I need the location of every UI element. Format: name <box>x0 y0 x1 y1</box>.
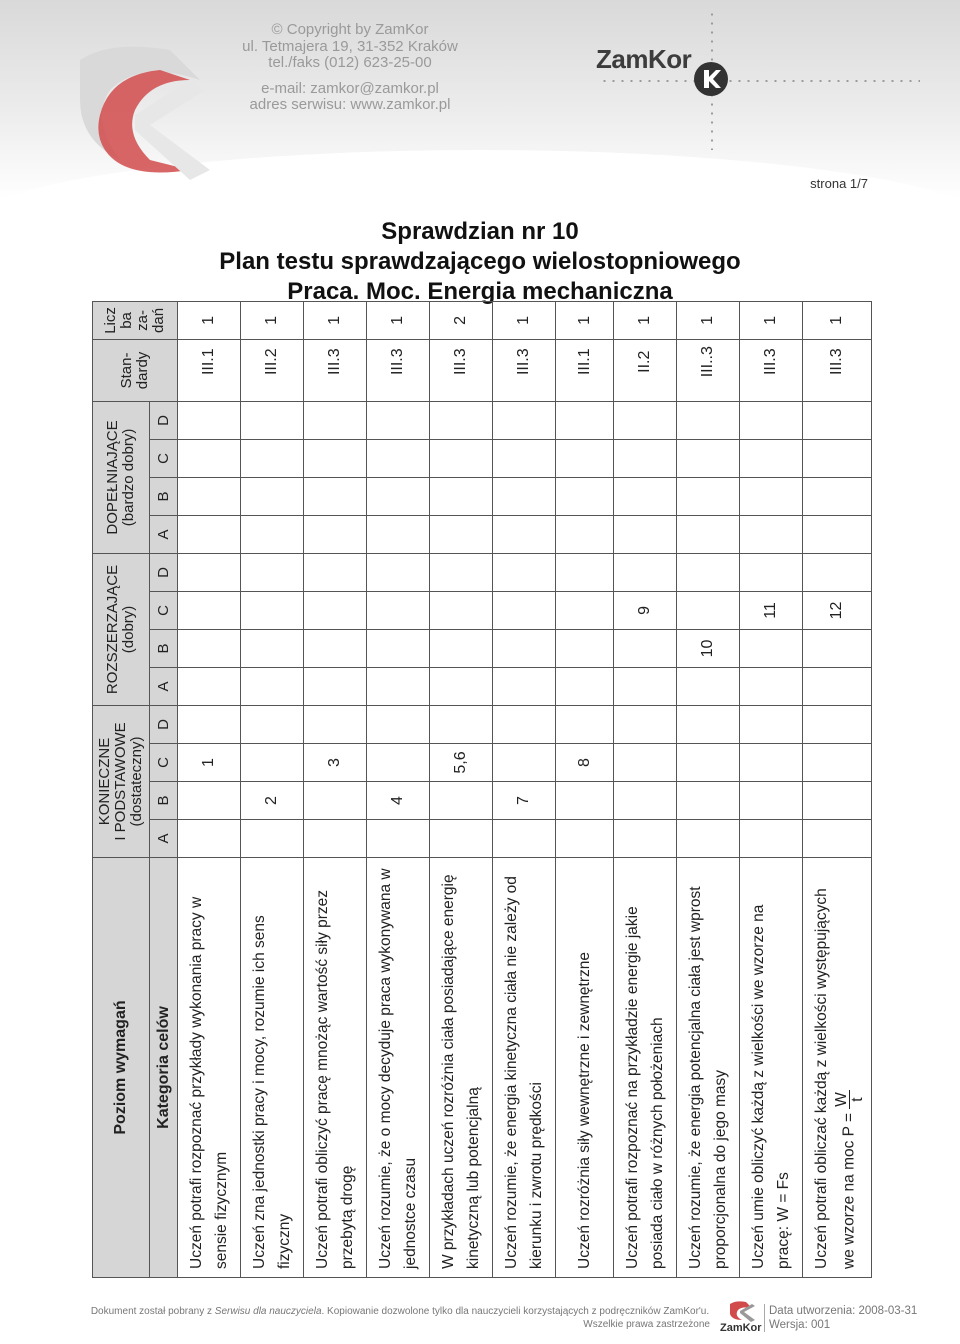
standard-spacer-cell <box>740 377 803 401</box>
address-line: ul. Tetmajera 19, 31-352 Kraków <box>242 37 458 55</box>
goal-description <box>367 858 430 1278</box>
title-line-3: Praca. Moc. Energia mechaniczna <box>287 278 673 305</box>
task-number-cell <box>304 705 367 743</box>
task-number-cell <box>803 705 872 743</box>
letter-d: D <box>150 553 178 591</box>
task-number-cell <box>304 667 367 705</box>
group-dopelniajace <box>93 401 150 553</box>
task-number-cell <box>367 629 430 667</box>
poziom-header: Poziom wymagań <box>93 858 150 1278</box>
task-number-cell <box>493 515 556 553</box>
title-line-1: Sprawdzian nr 10 <box>381 218 579 245</box>
standard-cell: III.2 <box>241 339 304 377</box>
goal-description <box>178 858 241 1278</box>
goal-text: Uczeń rozumie, że energia kinetyczna ciała nie zależy od kierunku i zwrotu prędkości <box>503 876 545 1269</box>
table-row <box>178 301 241 1277</box>
goal-text: Uczeń rozumie, że o mocy decyduje praca wykonywana w jednostce czasu <box>377 868 419 1269</box>
task-number-cell <box>178 629 241 667</box>
task-number-cell <box>803 782 872 820</box>
group-rozszerzajace-line1: ROZSZERZAJĄCE <box>104 564 121 695</box>
task-number-cell <box>178 667 241 705</box>
task-number-cell <box>178 553 241 591</box>
task-number-cell <box>304 515 367 553</box>
task-number-cell <box>740 439 803 477</box>
group-konieczne <box>93 705 150 857</box>
task-number-cell <box>740 629 803 667</box>
task-number-cell <box>740 782 803 820</box>
task-number-cell <box>241 515 304 553</box>
phone-line: tel./faks (012) 623-25-00 <box>268 54 432 71</box>
task-number-cell <box>493 744 556 782</box>
brand-name: ZamKor <box>596 44 692 74</box>
task-number-cell <box>740 667 803 705</box>
page-number: strona 1/7 <box>810 176 868 191</box>
liczba-line2: ba <box>118 312 135 329</box>
task-number-cell <box>430 401 493 439</box>
task-number-cell <box>241 477 304 515</box>
task-number-cell <box>178 401 241 439</box>
task-number-cell <box>430 553 493 591</box>
group-dopelniajace-line2: (bardzo dobry) <box>120 428 137 527</box>
task-number-cell <box>740 553 803 591</box>
standard-cell: II.2 <box>614 339 677 377</box>
table-row <box>241 301 304 1277</box>
standard-cell: III.1 <box>178 339 241 377</box>
letter-d: D <box>150 705 178 743</box>
task-number-cell <box>677 401 740 439</box>
task-number-cell <box>614 553 677 591</box>
letter-b: B <box>150 782 178 820</box>
task-number-cell <box>367 401 430 439</box>
goal-description <box>740 858 803 1278</box>
footer-k-logo-icon <box>722 1300 760 1324</box>
letter-d: D <box>150 401 178 439</box>
standardy-line2: dardy <box>134 351 151 390</box>
task-number-cell <box>241 401 304 439</box>
task-count-cell: 2 <box>430 301 493 339</box>
task-number-cell <box>430 667 493 705</box>
task-number-cell <box>803 553 872 591</box>
task-number-cell <box>241 667 304 705</box>
task-number-cell <box>367 553 430 591</box>
goal-description <box>493 858 556 1278</box>
goal-text: Uczeń potrafi obliczyć pracę mnożąc wartość siły przez przebytą drogę <box>314 889 356 1269</box>
task-number-cell <box>430 820 493 858</box>
task-number-cell: 2 <box>241 782 304 820</box>
goal-description <box>304 858 367 1278</box>
task-number-cell <box>493 591 556 629</box>
task-number-cell <box>304 553 367 591</box>
task-number-cell <box>493 477 556 515</box>
footer-logo <box>722 1300 760 1336</box>
task-number-cell <box>677 591 740 629</box>
task-number-cell <box>241 553 304 591</box>
task-number-cell <box>556 439 614 477</box>
task-number-cell <box>367 515 430 553</box>
title-line-2: Plan testu sprawdzającego wielostopniowego <box>219 248 741 275</box>
task-number-cell <box>430 591 493 629</box>
table-row <box>430 301 493 1277</box>
task-number-cell <box>614 439 677 477</box>
task-number-cell <box>430 439 493 477</box>
task-number-cell <box>740 744 803 782</box>
task-number-cell: 10 <box>677 629 740 667</box>
task-number-cell <box>556 553 614 591</box>
letter-a: A <box>150 820 178 858</box>
header-row-groups <box>93 301 150 1277</box>
task-number-cell <box>367 820 430 858</box>
task-number-cell <box>556 401 614 439</box>
goal-description <box>614 858 677 1278</box>
task-number-cell: 5,6 <box>430 744 493 782</box>
goal-text: Uczeń rozumie, że energia potencjalna ciała jest wprost proporcjonalna do jego masy <box>687 886 729 1269</box>
standard-spacer-cell <box>614 377 677 401</box>
letter-a: A <box>150 515 178 553</box>
task-number-cell <box>493 401 556 439</box>
footer-note <box>90 1305 710 1331</box>
task-number-cell: 8 <box>556 744 614 782</box>
table-row <box>493 301 556 1277</box>
task-count-cell: 1 <box>677 301 740 339</box>
task-number-cell <box>677 515 740 553</box>
email-line: e-mail: zamkor@zamkor.pl <box>261 79 439 97</box>
goal-text: Uczeń umie obliczyć każdą z wielkości we wzorze na pracę: W = Fs <box>750 904 792 1269</box>
decorative-dots-horizontal <box>600 80 920 82</box>
fraction-denominator: t <box>849 1097 866 1102</box>
fraction-numerator: W <box>833 1092 850 1107</box>
power-formula-fraction <box>834 1090 865 1109</box>
version: Wersja: 001 <box>769 1319 831 1331</box>
task-number-cell <box>614 667 677 705</box>
goal-text: Uczeń rozróżnia siły wewnętrzne i zewnętrzne <box>576 951 593 1269</box>
task-count-cell: 1 <box>304 301 367 339</box>
standard-cell: III..3 <box>677 339 740 377</box>
task-number-cell <box>740 477 803 515</box>
task-number-cell <box>803 667 872 705</box>
task-number-cell <box>740 515 803 553</box>
goal-description <box>556 858 614 1278</box>
task-number-cell <box>614 705 677 743</box>
task-number-cell <box>556 820 614 858</box>
letter-a: A <box>150 667 178 705</box>
task-number-cell <box>556 705 614 743</box>
footer-note-line1 <box>90 1305 710 1318</box>
table-row <box>614 301 677 1277</box>
task-number-cell <box>241 820 304 858</box>
group-konieczne-line3: (dostateczny) <box>128 736 145 827</box>
task-number-cell: 1 <box>178 744 241 782</box>
task-count-cell: 1 <box>178 301 241 339</box>
task-number-cell <box>556 477 614 515</box>
task-number-cell: 11 <box>740 591 803 629</box>
goal-text: Uczeń potrafi rozpoznać przykłady wykonania pracy w sensie fizycznym <box>188 896 230 1269</box>
task-number-cell: 4 <box>367 782 430 820</box>
standard-cell: III.3 <box>430 339 493 377</box>
task-number-cell <box>178 591 241 629</box>
standardy-line1: Stan- <box>118 352 135 389</box>
task-number-cell <box>803 629 872 667</box>
task-number-cell <box>614 515 677 553</box>
task-number-cell <box>556 515 614 553</box>
test-plan-table-rotated <box>92 307 866 1278</box>
task-number-cell <box>304 401 367 439</box>
task-number-cell <box>367 744 430 782</box>
group-dopelniajace-line1: DOPEŁNIAJĄCE <box>104 420 121 535</box>
group-rozszerzajace-line2: (dobry) <box>120 605 137 654</box>
table-row <box>740 301 803 1277</box>
task-number-cell <box>430 515 493 553</box>
task-number-cell <box>178 439 241 477</box>
task-count-cell: 1 <box>367 301 430 339</box>
task-number-cell <box>178 820 241 858</box>
task-number-cell <box>304 477 367 515</box>
table-row <box>304 301 367 1277</box>
task-number-cell <box>614 744 677 782</box>
task-number-cell <box>241 439 304 477</box>
group-konieczne-line1: KONIECZNE <box>96 737 113 826</box>
goal-description <box>241 858 304 1278</box>
task-number-cell <box>367 439 430 477</box>
task-number-cell <box>430 629 493 667</box>
task-number-cell <box>614 820 677 858</box>
goal-description <box>430 858 493 1278</box>
task-number-cell <box>241 705 304 743</box>
task-number-cell <box>803 401 872 439</box>
standard-spacer-cell <box>241 377 304 401</box>
goal-text: Uczeń potrafi rozpoznać na przykładzie energie jakie posiada ciało w różnych położeniach <box>624 906 666 1269</box>
footer-brand: ZamKor <box>720 1322 762 1334</box>
task-number-cell <box>677 477 740 515</box>
liczba-zadan-header <box>93 301 178 339</box>
task-number-cell <box>367 705 430 743</box>
task-number-cell <box>493 667 556 705</box>
standard-cell: III.3 <box>803 339 872 377</box>
kategoria-header: Kategoria celów <box>150 858 178 1278</box>
task-number-cell <box>493 553 556 591</box>
task-number-cell <box>241 629 304 667</box>
goal-text: W przykładach uczeń rozróżnia ciała posiadające energię kinetyczną lub potencjalną <box>440 874 482 1269</box>
task-number-cell <box>178 705 241 743</box>
task-number-cell <box>614 629 677 667</box>
task-number-cell: 12 <box>803 591 872 629</box>
task-number-cell <box>178 477 241 515</box>
task-number-cell <box>677 744 740 782</box>
task-number-cell <box>304 439 367 477</box>
task-number-cell <box>178 515 241 553</box>
task-number-cell <box>430 477 493 515</box>
goal-text: Uczeń potrafi obliczać każdą z wielkości występujących we wzorze na moc P = <box>813 888 858 1269</box>
task-number-cell <box>803 820 872 858</box>
footer-rights: Wszelkie prawa zastrzeżone <box>583 1319 710 1330</box>
table-body <box>178 301 872 1277</box>
table-row <box>556 301 614 1277</box>
standard-spacer-cell <box>556 377 614 401</box>
table-row <box>803 301 872 1277</box>
liczba-line4: dań <box>150 307 167 333</box>
standard-cell: III.3 <box>304 339 367 377</box>
letter-b: B <box>150 629 178 667</box>
task-number-cell <box>493 629 556 667</box>
task-number-cell <box>430 782 493 820</box>
task-number-cell <box>430 705 493 743</box>
standard-spacer-cell <box>803 377 872 401</box>
footer-note-link[interactable]: Serwisu dla nauczyciela <box>214 1306 322 1317</box>
group-rozszerzajace <box>93 553 150 705</box>
group-konieczne-line2: I PODSTAWOWE <box>112 722 129 841</box>
task-number-cell <box>803 439 872 477</box>
standard-cell: III.1 <box>556 339 614 377</box>
task-number-cell <box>740 705 803 743</box>
task-number-cell <box>493 439 556 477</box>
task-count-cell: 1 <box>493 301 556 339</box>
standard-spacer-cell <box>304 377 367 401</box>
letter-c: C <box>150 439 178 477</box>
task-number-cell: 7 <box>493 782 556 820</box>
table-row <box>367 301 430 1277</box>
letter-b: B <box>150 477 178 515</box>
task-number-cell <box>556 667 614 705</box>
task-number-cell <box>614 782 677 820</box>
task-number-cell <box>241 591 304 629</box>
letter-c: C <box>150 744 178 782</box>
goal-description <box>677 858 740 1278</box>
task-count-cell: 1 <box>241 301 304 339</box>
task-number-cell <box>304 629 367 667</box>
footer-note-post: . Kopiowanie dozwolone tylko dla nauczycieli korzystających z podręczników ZamKor'u. <box>321 1306 710 1317</box>
task-number-cell <box>677 782 740 820</box>
task-number-cell <box>803 744 872 782</box>
task-number-cell <box>614 401 677 439</box>
task-number-cell <box>614 477 677 515</box>
creation-date: Data utworzenia: 2008-03-31 <box>769 1305 918 1317</box>
page-title <box>0 217 960 307</box>
copyright-block <box>190 22 510 114</box>
standard-spacer-cell <box>367 377 430 401</box>
task-number-cell <box>677 667 740 705</box>
standard-spacer-cell <box>493 377 556 401</box>
footer-meta <box>764 1304 917 1332</box>
task-number-cell <box>677 705 740 743</box>
brand-badge-icon <box>694 62 728 96</box>
task-number-cell <box>304 820 367 858</box>
task-number-cell <box>367 477 430 515</box>
liczba-line1: Licz <box>102 307 119 334</box>
task-number-cell <box>367 667 430 705</box>
standard-spacer-cell <box>430 377 493 401</box>
standardy-header <box>93 339 178 401</box>
task-number-cell <box>493 820 556 858</box>
task-number-cell: 9 <box>614 591 677 629</box>
copyright-line: © Copyright by ZamKor <box>271 21 429 38</box>
task-number-cell <box>304 591 367 629</box>
task-number-cell <box>556 591 614 629</box>
task-number-cell <box>178 782 241 820</box>
task-number-cell <box>493 705 556 743</box>
letter-c: C <box>150 591 178 629</box>
table-row <box>677 301 740 1277</box>
task-number-cell <box>556 629 614 667</box>
task-number-cell <box>556 782 614 820</box>
task-number-cell <box>677 553 740 591</box>
task-number-cell <box>367 591 430 629</box>
task-count-cell: 1 <box>740 301 803 339</box>
standard-cell: III.3 <box>740 339 803 377</box>
task-count-cell: 1 <box>803 301 872 339</box>
task-number-cell <box>677 439 740 477</box>
task-count-cell: 1 <box>556 301 614 339</box>
task-number-cell <box>241 744 304 782</box>
task-count-cell: 1 <box>614 301 677 339</box>
goal-description <box>803 858 872 1278</box>
liczba-line3: za- <box>134 310 151 331</box>
task-number-cell <box>740 401 803 439</box>
standard-spacer-cell <box>677 377 740 401</box>
test-plan-table <box>92 301 872 1278</box>
goal-text: Uczeń zna jednostki pracy i mocy, rozumie ich sens fizyczny <box>251 915 293 1269</box>
task-number-cell <box>740 820 803 858</box>
task-number-cell <box>803 477 872 515</box>
header-row-letters <box>150 301 178 1277</box>
task-number-cell <box>304 782 367 820</box>
standard-spacer-cell <box>178 377 241 401</box>
standard-cell: III.3 <box>367 339 430 377</box>
task-number-cell <box>803 515 872 553</box>
task-number-cell <box>677 820 740 858</box>
footer-note-pre: Dokument został pobrany z <box>90 1306 215 1317</box>
task-number-cell: 3 <box>304 744 367 782</box>
website-line: adres serwisu: www.zamkor.pl <box>249 96 451 113</box>
standard-cell: III.3 <box>493 339 556 377</box>
